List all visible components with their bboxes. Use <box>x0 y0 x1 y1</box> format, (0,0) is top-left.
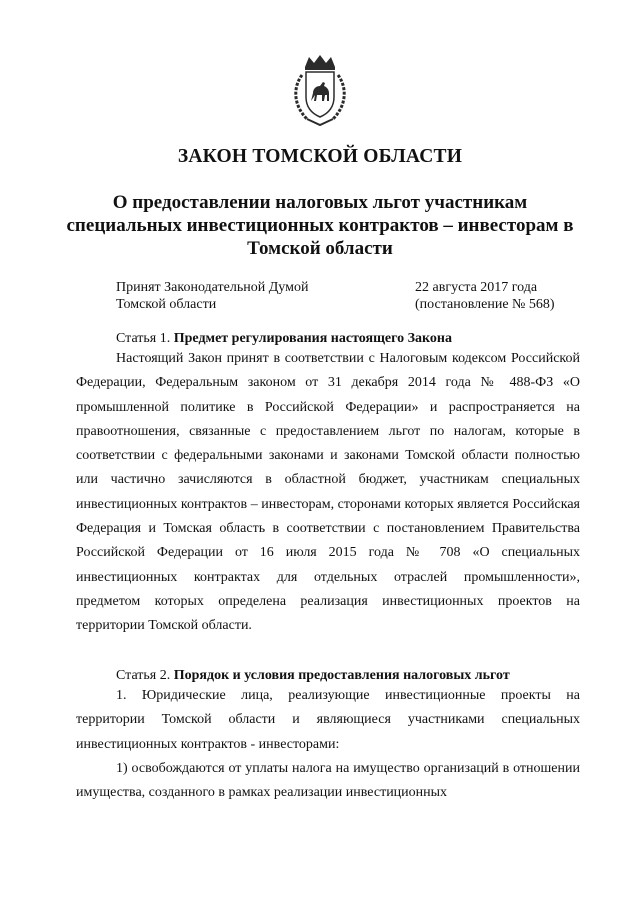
adopted-by-block <box>116 279 308 313</box>
article-title: Порядок и условия предоставления налоговых льгот <box>173 668 510 683</box>
adoption-date: 22 августа 2017 года <box>415 280 538 295</box>
law-title: О предоставлении налоговых льгот участникам специальных инвестиционных контрактов – инвесторам в Томской области <box>66 192 574 259</box>
article-1-paragraph: Настоящий Закон принят в соответствии с Налоговым кодексом Российской Федерации, Федеральным законом от 31 декабря 2014 года № 488-ФЗ «О промышленной политике в Российской Федерации» и распространяется на правоотношения, связанные с предоставлением льгот по налогам, которые в соответствии с федеральными законами и законами Томской области полностью или частично зачисляются в областной бюджет, участникам специальных инвестиционных контрактов – инвесторам, сторонами которых является Российская Федерация и Томская область в соответствии с постановлением Правительства Российской Федерации от 16 июля 2015 года № 708 «О специальных инвестиционных контрактах для отдельных отраслей промышленности», предметом которых определена реализация инвестиционных проектов на территории Томской области. <box>76 351 580 634</box>
article-1-heading <box>116 331 452 347</box>
article-2-paragraph: 1. Юридические лица, реализующие инвестиционные проекты на территории Томской области и являющиеся участниками специальных инвестиционных контрактов - инвесторами: <box>76 688 580 752</box>
coat-of-arms-icon <box>289 53 351 127</box>
article-2-paragraph: 1) освобождаются от уплаты налога на имущество организаций в отношении имущества, созданного в рамках реализации инвестиционных <box>76 761 580 801</box>
adoption-date-block <box>415 279 555 313</box>
resolution-number: (постановление № 568) <box>415 297 555 312</box>
article-label: Статья 1. <box>116 331 171 346</box>
article-title: Предмет регулирования настоящего Закона <box>173 331 452 346</box>
article-label: Статья 2. <box>116 668 171 683</box>
adopted-by-line: Принят Законодательной Думой <box>116 280 309 295</box>
adopted-by-line: Томской области <box>116 297 217 312</box>
law-type-heading: ЗАКОН ТОМСКОЙ ОБЛАСТИ <box>177 146 463 167</box>
article-2-heading <box>116 668 510 684</box>
